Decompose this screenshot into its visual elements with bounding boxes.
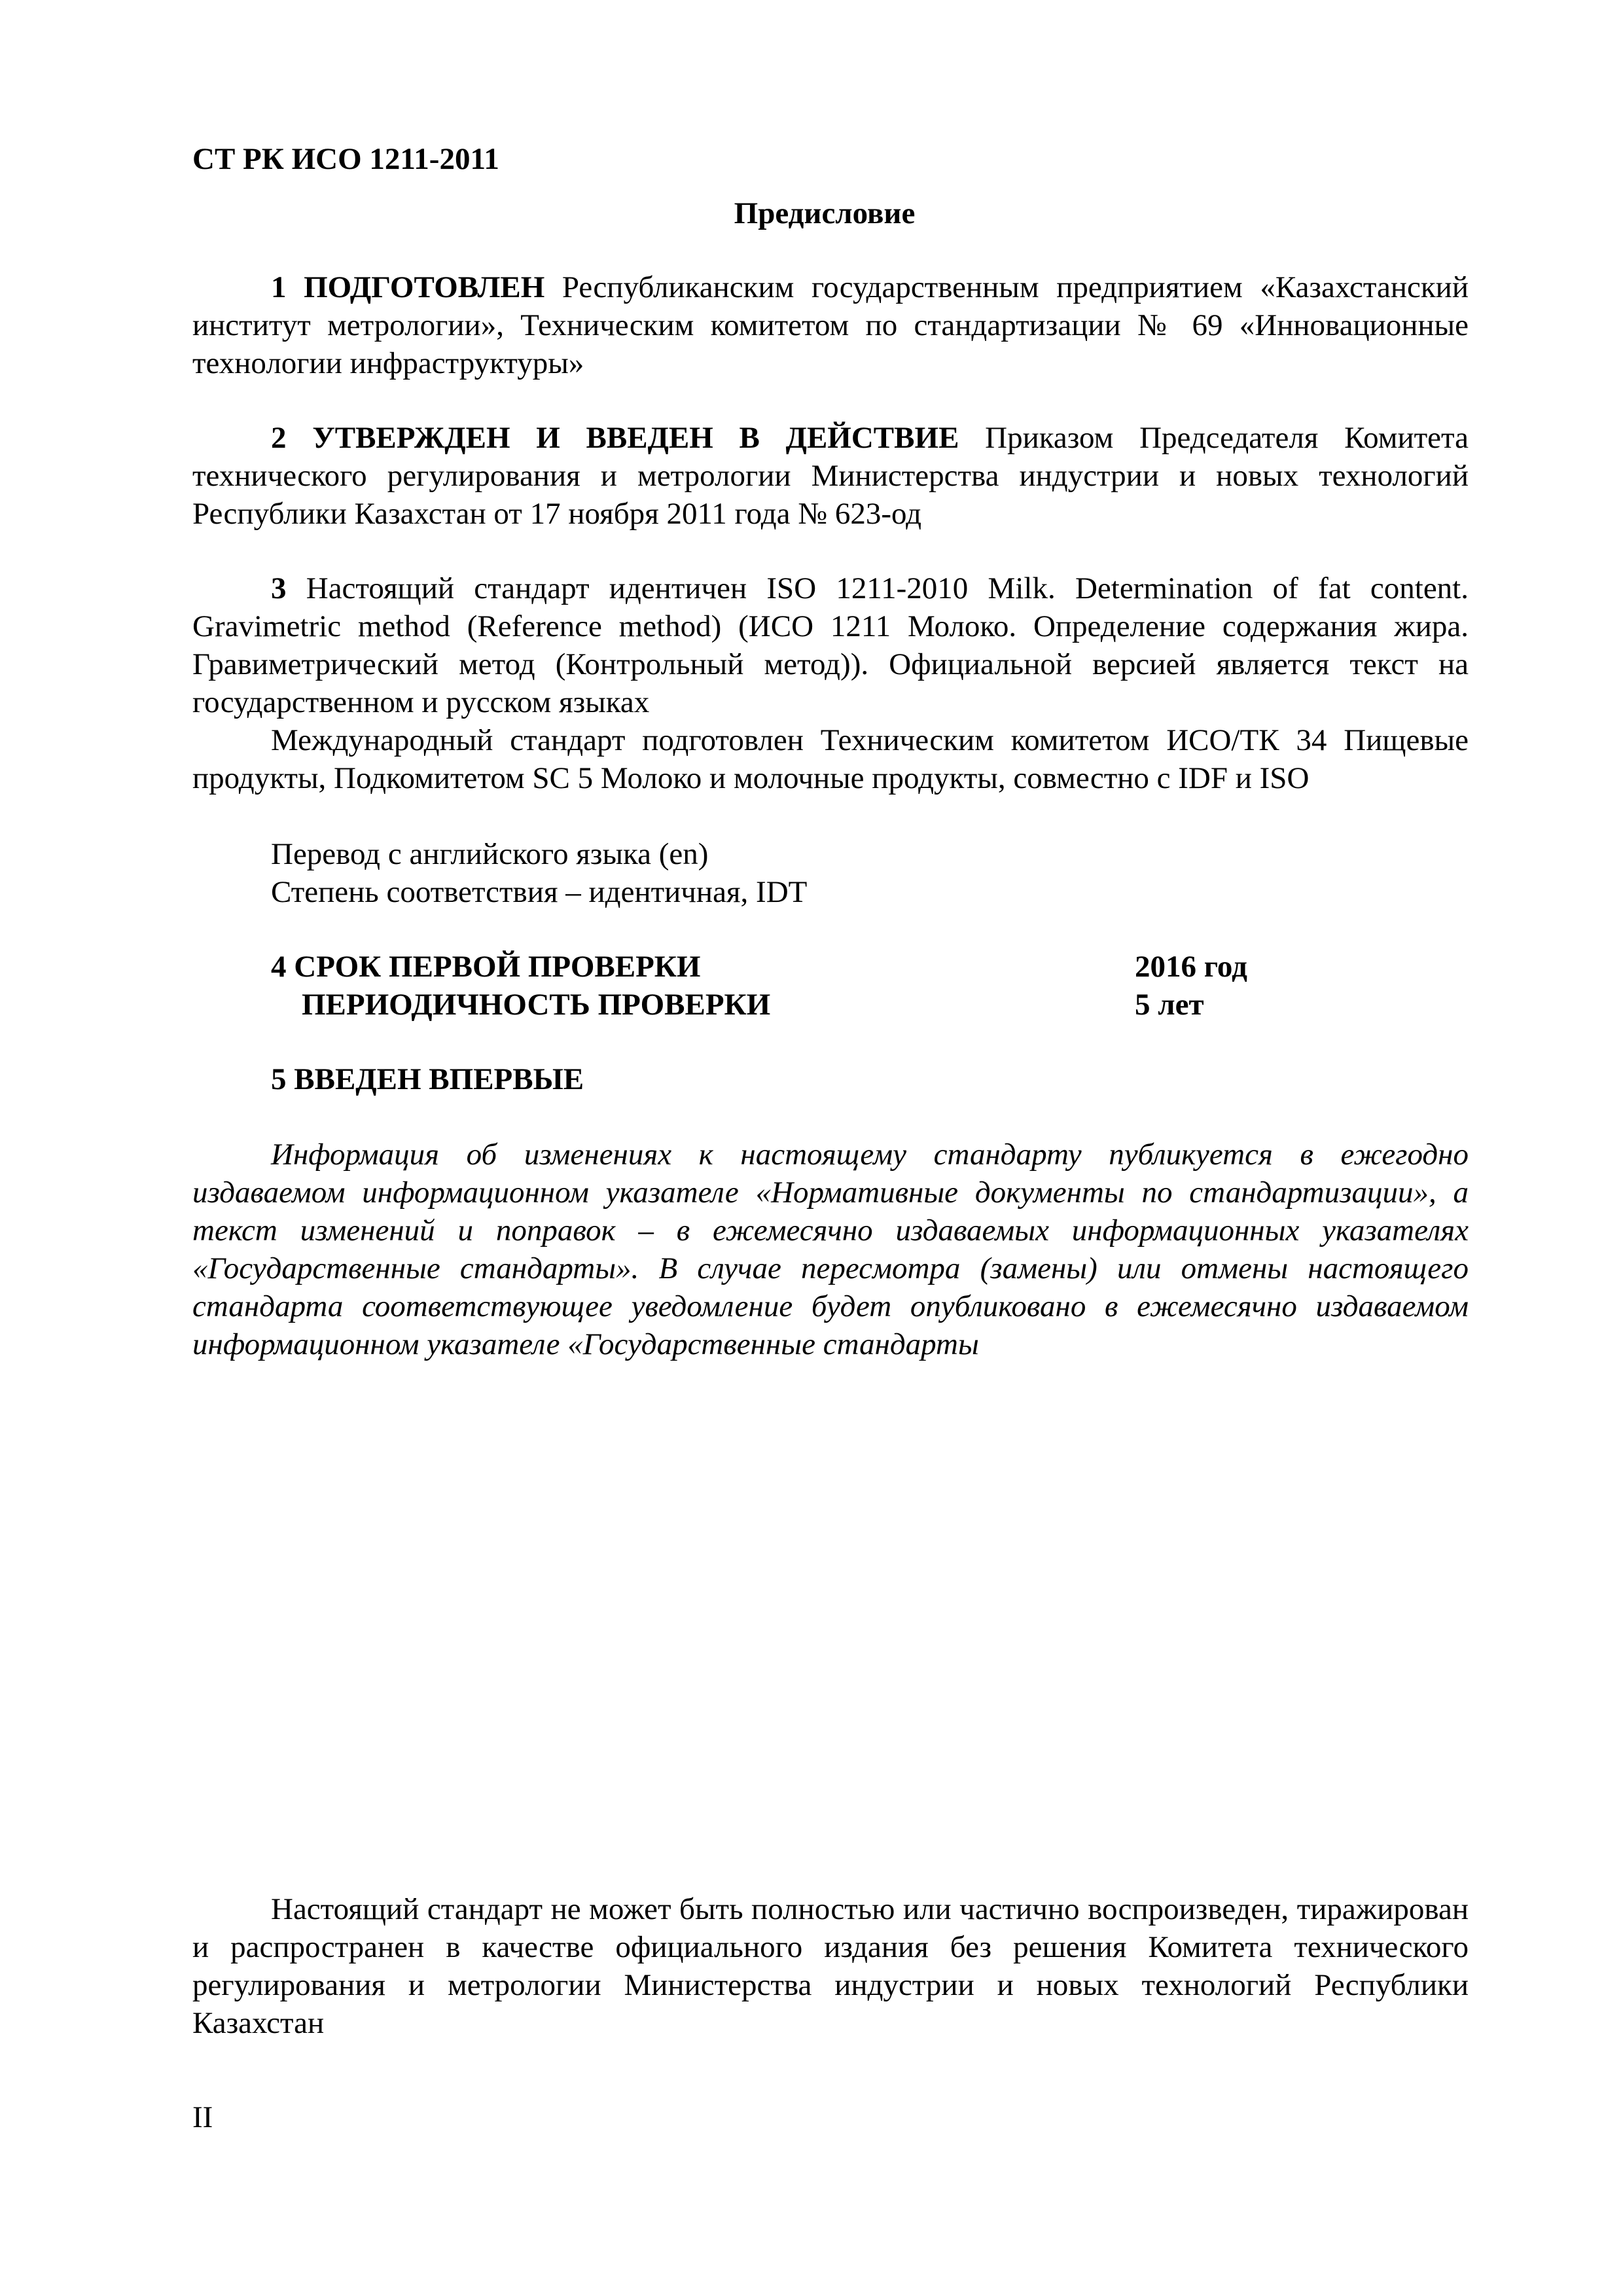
- section-3-text: Настоящий стандарт идентичен ISO 1211-2010 Milk. Determination of fat content. Gravimetric method (Reference method) (ИСО 1211 Молоко. Определение содержания жира. Гравиметрический метод (Контрольный метод)). Официальной версией является текст на государственном и русском языках: [192, 571, 1469, 719]
- section-3-identity: [192, 569, 1469, 721]
- page-title: Предисловие: [734, 196, 916, 230]
- first-check-value: 2016 год: [1135, 950, 1247, 984]
- copyright-notice: Настоящий стандарт не может быть полностью или частично воспроизведен, тиражирован и распространен в качестве официального издания без решения Комитета технического регулирования и метрологии Министерства индустрии и новых технологий Республики Казахстан: [192, 1892, 1469, 2040]
- section-2-approved: [192, 419, 1469, 533]
- section-3-international: Международный стандарт подготовлен Техническим комитетом ИСО/ТК 34 Пищевые продукты, Подкомитетом SC 5 Молоко и молочные продукты, совместно с IDF и ISO: [192, 723, 1469, 795]
- section-1-text: Республиканским государственным предприятием «Казахстанский институт метрологии», Техническим комитетом по стандартизации № 69 «Инновационные технологии инфраструктуры»: [192, 270, 1469, 380]
- changes-info-paragraph: Информация об изменениях к настоящему стандарту публикуется в ежегодно издаваемом информационном указателе «Нормативные документы по стандартизации», а текст изменений и поправок – в ежемесячно издаваемых информационных указателях «Государственные стандарты». В случае пересмотра (замены) или отмены настоящего стандарта соответствующее уведомление будет опубликовано в ежемесячно издаваемом информационном указателе «Государственные стандарты: [192, 1138, 1469, 1361]
- section-1-prepared: [192, 268, 1469, 382]
- section-2-text: Приказом Председателя Комитета технического регулирования и метрологии Министерства индустрии и новых технологий Республики Казахстан от 17 ноября 2011 года № 623-од: [192, 421, 1469, 531]
- periodicity-row: [302, 986, 1204, 1024]
- section-1-label: 1 ПОДГОТОВЛЕН: [271, 270, 545, 304]
- standard-code: СТ РК ИСО 1211-2011: [192, 142, 499, 176]
- first-check-label: 4 СРОК ПЕРВОЙ ПРОВЕРКИ: [271, 950, 701, 984]
- section-2-label: 2 УТВЕРЖДЕН И ВВЕДЕН В ДЕЙСТВИЕ: [271, 421, 959, 455]
- section-3-conformity: Степень соответствия – идентичная, IDT: [271, 875, 808, 909]
- page-number: II: [192, 2100, 213, 2134]
- first-check-row: [271, 948, 1247, 986]
- section-3-label: 3: [271, 571, 287, 605]
- section-3-translation: Перевод с английского языка (en): [271, 837, 709, 871]
- periodicity-value: 5 лет: [1135, 988, 1204, 1022]
- periodicity-label: ПЕРИОДИЧНОСТЬ ПРОВЕРКИ: [302, 988, 771, 1022]
- section-5-first-introduced: 5 ВВЕДЕН ВПЕРВЫЕ: [271, 1062, 584, 1096]
